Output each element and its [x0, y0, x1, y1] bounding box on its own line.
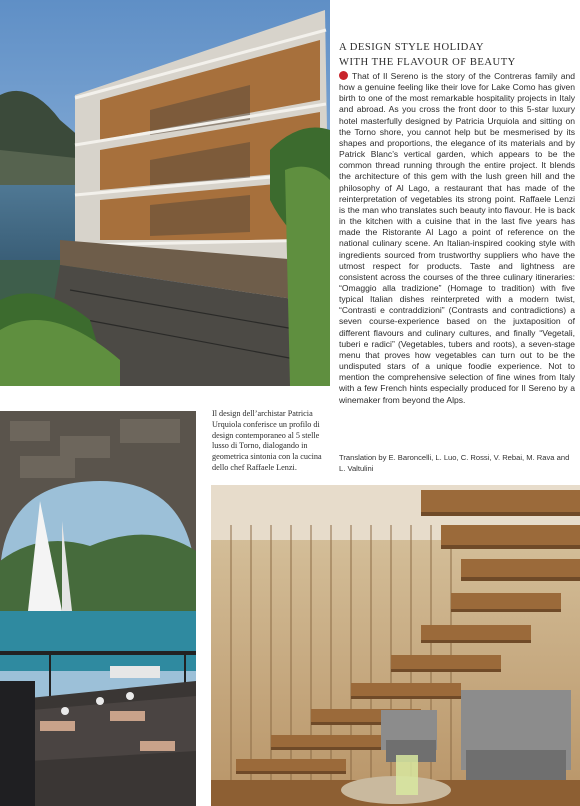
staircase-interior-photo [211, 485, 580, 806]
headline-line-1: A DESIGN STYLE HOLIDAY [339, 42, 485, 53]
article-body-text: That of Il Sereno is the story of the Contreras family and how a genuine feeling like their love for Lake Como has given birth to one of the most remarkable hospitality projects in Italy and abroad. As you cross the front door to this 5-star luxury hotel masterfully designed by Patricia Urquiola and sitting on the Torno shore, you cannot help but be mesmerised by its shapes and proportions, the elegance of its materials and by Patrick Blanc’s vertical garden, which appears to be the common thread running through the entire project. It blends the architecture of this gem with the lush green hill and the philosophy of Al Lago, a restaurant that has made of the reinterpretation of vegetables its strong point. Raffaele Lenzi is the man who translates such beauty into flavour. He is back in the kitchen with a cuisine that in the last five years has made the Ristorante Al Lago a point of reference on the national culinary scene. An Italian-inspired cooking style with ingredients sourced from trustworthy suppliers who have the utmost respect for products. Taste and lightness are consistent across the courses of the three culinary itineraries: “Omaggio alla tradizione” (Homage to tradition) with five typical Italian dishes reinterpreted with a modern twist, “Contrasti e contraddizioni” (Contrasts and contradictions) a seven course-experience based on the juxtaposition of different flavours and culinary cultures, and finally “Vegetali, tuberi e radici” (Vegetables, tubers and roots), a seven-stage menu that proves how vegetables can turn out to be the undisputed stars of a unique foodie experience. Not to mention the comprehensive selection of fine wines from Italy with a few French hints especially produced for Il Sereno by a winemaker from beyond the Alps. [339, 71, 575, 405]
restaurant-terrace-photo [0, 411, 196, 806]
article-headline [339, 40, 575, 70]
translation-credits: Translation by E. Baroncelli, L. Luo, C. Rossi, V. Rebai, M. Rava and L. Valtulini [339, 453, 570, 473]
photo-caption: Il design dell’archistar Patricia Urquiola conferisce un profilo di design contemporaneo al 5 stelle lusso di Torno, dialogando in geometrica sintonia con la cucina dello chef Raffaele Lenzi. [212, 409, 322, 472]
red-bullet-icon [339, 71, 348, 80]
hotel-exterior-photo [0, 0, 330, 386]
article-body [339, 71, 575, 406]
headline-line-2: WITH THE FLAVOUR OF BEAUTY [339, 57, 516, 68]
